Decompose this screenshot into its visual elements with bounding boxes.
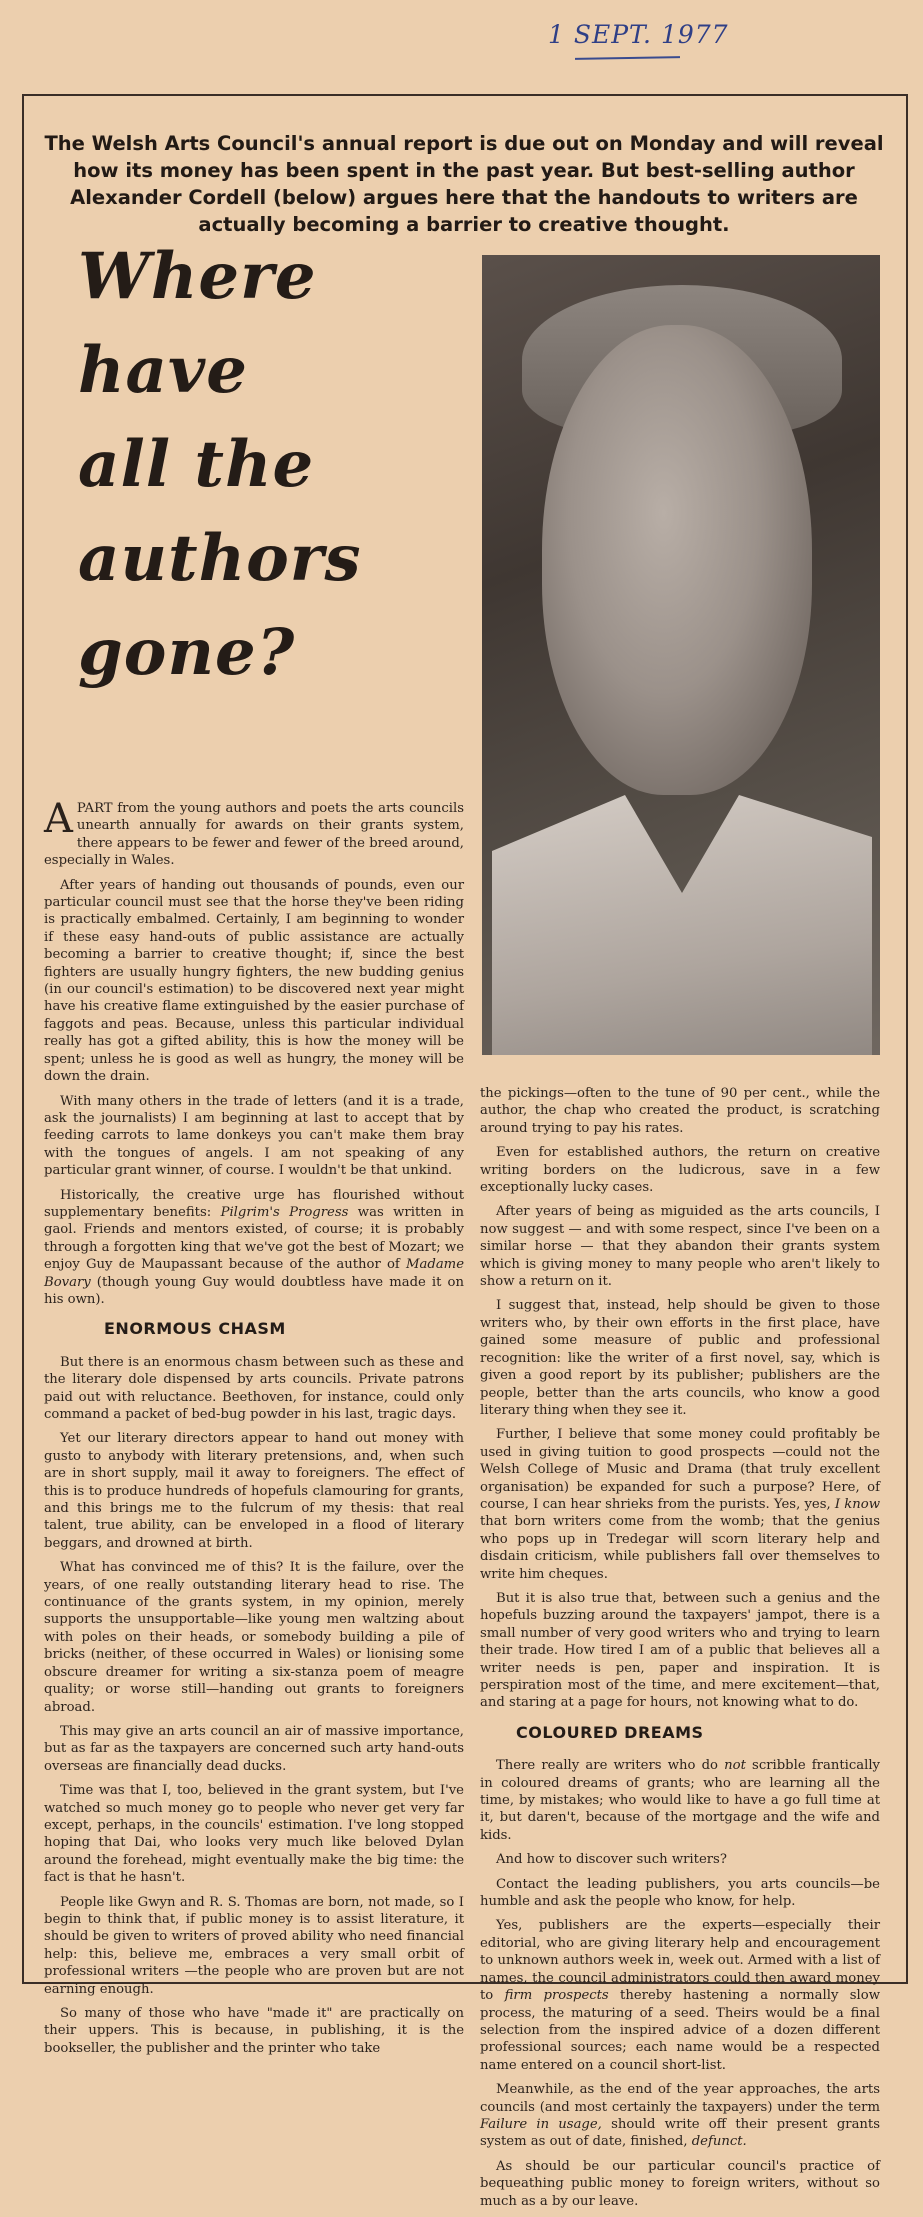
drop-cap: A [44,796,73,842]
article-column-right [480,1085,880,2217]
paragraph: But there is an enormous chasm between such as these and the literary dole dispensed by arts councils. Private patrons paid out with reluctance. Beethoven, for instance, could only command a packet of bed-bug powder in his last, tragic days. [44,1354,464,1422]
subheading: COLOURED DREAMS [516,1722,704,1742]
paragraph: the pickings—often to the tune of 90 per cent., while the author, the chap who created the product, is scratching around trying to pay his rates. [480,1086,880,1136]
article-column-left [44,796,464,2064]
paragraph: Contact the leading publishers, you arts councils—be humble and ask the people who know, for help. [480,1876,880,1910]
paragraph: As should be our particular council's practice of bequeathing public money to foreign writers, without so much as a by our leave. [480,2158,880,2209]
photo-shirt [492,795,872,1055]
photo-face [542,325,812,795]
paragraph: Meanwhile, as the end of the year approaches, the arts councils (and most certainly the taxpayers) under the term Failure in usage, should write off their present grants system as out of date, finished, defunct. [480,2082,880,2150]
handwritten-date: 1 SEPT. 1977 [548,20,729,49]
paragraph: I suggest that, instead, help should be given to those writers who, by their own efforts in the first place, have gained some measure of public and professional recognition: like the writer of a first novel, say, which is given a good report by its publisher; publishers are the people, better than the arts councils, who know a good literary thing when they see it. [480,1298,880,1418]
subheading: ENORMOUS CHASM [104,1319,286,1339]
headline-line: gone? [78,615,296,690]
article-headline [78,230,498,700]
paragraph: People like Gwyn and R. S. Thomas are born, not made, so I begin to think that, if public money is to assist literature, it should be given to writers of proved ability who need financial help: this, believe me, embraces a very small orbit of professional writers —the people who are proven but are not earning enough. [44,1894,464,1997]
paragraph: With many others in the trade of letters (and it is a trade, ask the journalists) I am beginning at last to accept that by feeding carrots to lame donkeys you can't make them bray with the tongues of angels. I am not speaking of any particular grant winner, of course. I wouldn't be that unkind. [44,1093,464,1179]
paragraph: After years of being as miguided as the arts councils, I now suggest — and with some respect, since I've been on a similar horse — that they abandon their grants system which is giving money to many people who aren't likely to show a return on it. [480,1204,880,1290]
paragraph: There really are writers who do not scribble frantically in coloured dreams of grants; who are learning all the time, by mistakes; who would like to have a go full time at it, but daren't, because of the mortgage and the wife and kids. [480,1758,880,1843]
article-deck: The Welsh Arts Council's annual report is due out on Monday and will reveal how its money has been spent in the past year. But best-selling author Alexander Cordell (below) argues here that the handouts to writers are actually becoming a barrier to creative thought. [44,132,884,236]
paragraph: This may give an arts council an air of massive importance, but as far as the taxpayers are concerned such arty hand-outs overseas are financially dead ducks. [44,1723,464,1774]
headline-line: all the [78,427,315,502]
headline-line: Where [78,239,317,314]
paragraph: Further, I believe that some money could profitably be used in giving tuition to good prospects —could not the Welsh College of Music and Drama (that truly excellent organisation) be expanded for such a purpose? Here, of course, I can hear shrieks from the purists. Yes, yes, I know that born writers come from the womb; that the genius who pops up in Tredegar will scorn literary help and disdain criticism, while publishers fall over themselves to write him cheques. [480,1427,880,1582]
paragraph: What has convinced me of this? It is the failure, over the years, of one really outstanding literary head to rise. The continuance of the grants system, in my opinion, merely supports the unsupportable—like young men waltzing about with poles on their heads, or somebody building a pile of bricks (neither, of these occurred in Wales) or lionising some obscure dreamer for writing a six-stanza poem of meagre quality; or worse still—handing out grants to foreigners abroad. [44,1560,464,1715]
paragraph: Yes, publishers are the experts—especially their editorial, who are giving literary help and encouragement to unknown authors week in, week out. Armed with a list of names, the council administrators could then award money to firm prospects thereby hastening a normally slow process, the maturing of a seed. Theirs would be a final selection from the inspired advice of a dozen different professional sources; each name would be a respected name entered on a council short-list. [480,1918,880,2073]
headline-line: have [78,333,248,408]
date-underline [575,56,680,60]
author-photo [482,255,880,1055]
paragraph: But it is also true that, between such a genius and the hopefuls buzzing around the taxpayers' jampot, there is a small number of very good writers who and trying to learn their trade. How tired I am of a public that believes all a writer needs is pen, paper and inspiration. It is perspiration most of the time, and mere excitement—that, and staring at a page for hours, not knowing what to do. [480,1590,880,1711]
headline-line: authors [78,521,362,596]
paragraph: After years of handing out thousands of pounds, even our particular council must see that the horse they've been riding is practically embalmed. Certainly, I am beginning to wonder if these easy hand-outs of public assistance are actually becoming a barrier to creative thought; if, since the best fighters are usually hungry fighters, the new budding genius (in our council's estimation) to be discovered next year might have his creative flame extinguished by the easier purchase of faggots and peas. Because, unless this particular individual really has got a gifted ability, this is how the money will be spent; unless he is good as well as hungry, the money will be down the drain. [44,877,464,1085]
paragraph: And how to discover such writers? [496,1852,727,1868]
paragraph: So many of those who have "made it" are practically on their uppers. This is because, in publishing, it is the bookseller, the publisher and the printer who take [44,2006,464,2056]
paragraph: Even for established authors, the return on creative writing borders on the ludicrous, save in a few exceptionally lucky cases. [480,1145,880,1196]
paragraph: Yet our literary directors appear to hand out money with gusto to anybody with literary pretensions, and, when such are in short supply, mail it away to foreigners. The effect of this is to produce hundreds of hopefuls clamouring for grants, and this brings me to the fulcrum of my thesis: that real talent, true ability, can be enveloped in a flood of literary beggars, and drowned at birth. [44,1431,464,1551]
paragraph: Historically, the creative urge has flourished without supplementary benefits: Pilgrim's Progress was written in gaol. Friends and mentors existed, of course; it is probably through a forgotten king that we've got the best of Mozart; we enjoy Guy de Maupassant because of the author of Madame Bovary (though young Guy would doubtless have made it on his own). [44,1187,464,1307]
paragraph: APART from the young authors and poets the arts councils unearth annually for awards on their grants system, there appears to be fewer and fewer of the breed around, especially in Wales. [44,796,464,869]
paragraph: Time was that I, too, believed in the grant system, but I've watched so much money go to people who never get very far except, perhaps, in the councils' estimation. I've long stopped hoping that Dai, who looks very much like beloved Dylan around the forehead, might eventually make the big time: the fact is that he hasn't. [44,1783,464,1886]
